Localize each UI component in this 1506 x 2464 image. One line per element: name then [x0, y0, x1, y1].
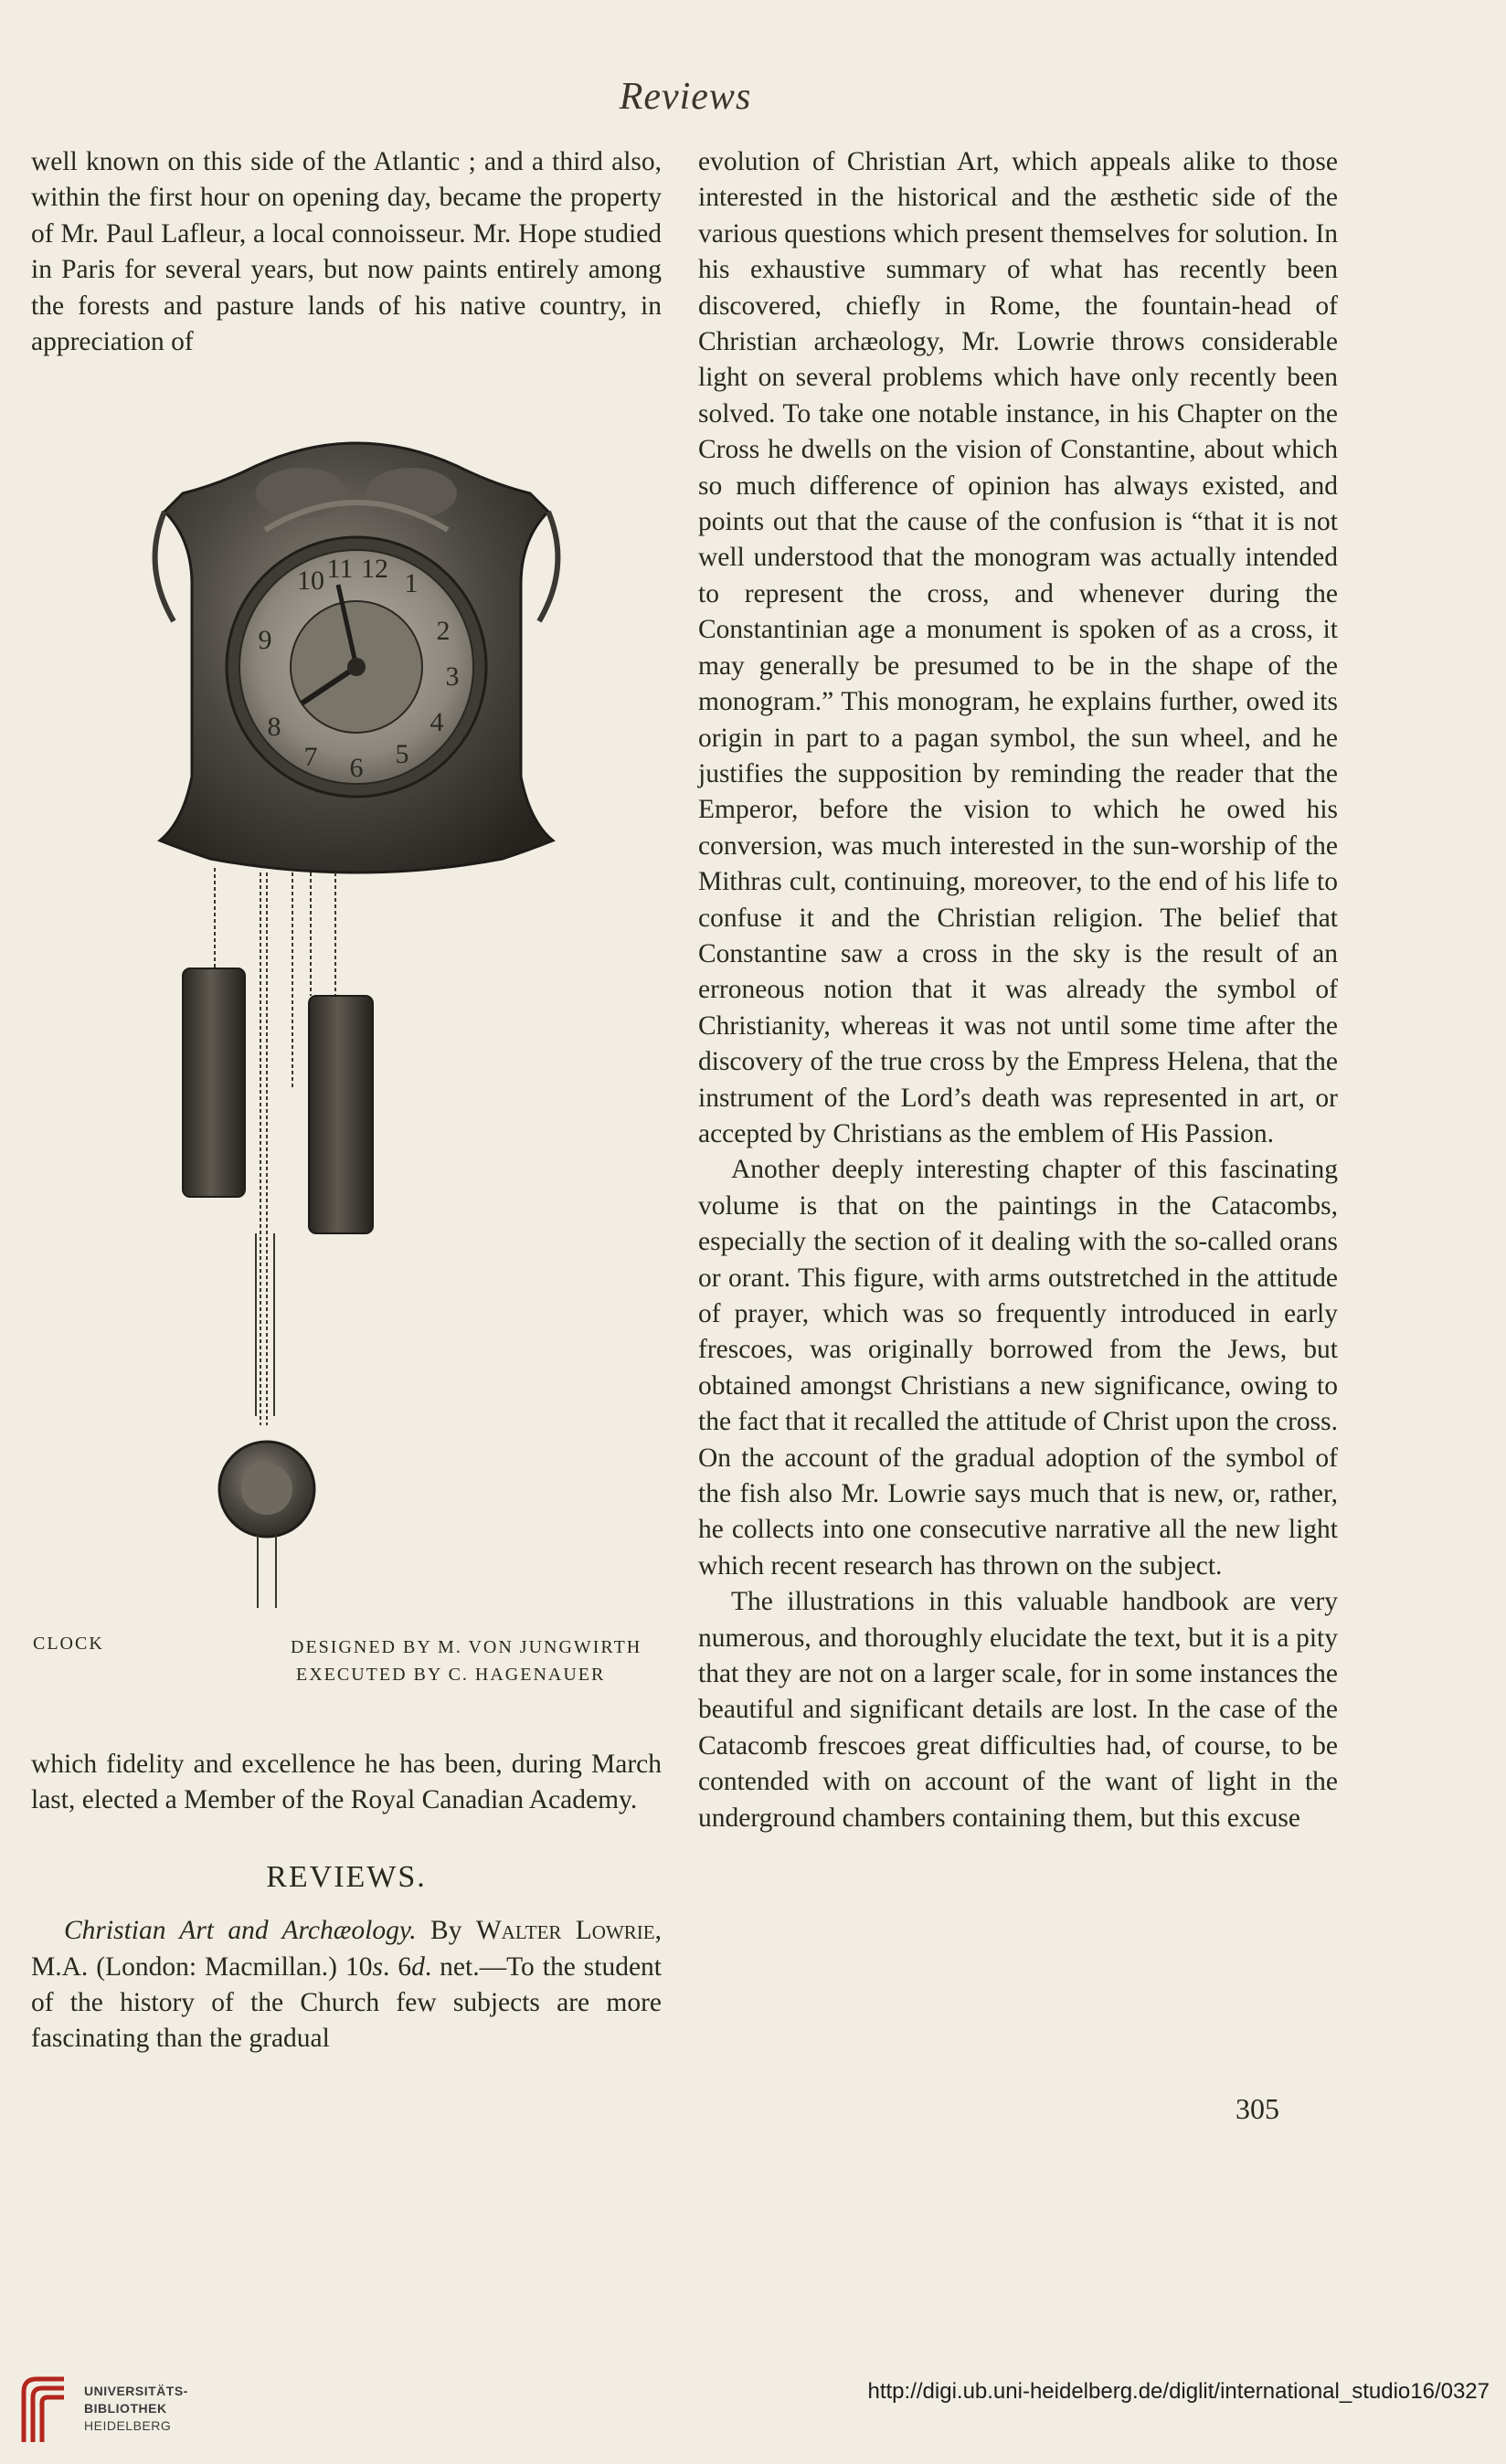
left-paragraph-1: well known on this side of the Atlantic ; and a third also, within the first hour on opening day, became the property of Mr. Paul Lafleur, a local connoisseur. Mr. Hope studied in Paris for several years, but now paints entirely among the forests and pasture lands of his native country, in appreciation of: [31, 147, 662, 357]
review-body: . net.—To the student of the history of the Church few subjects are more fascinating than the gradual: [31, 1951, 662, 2054]
price-pence-unit: d: [411, 1951, 425, 1982]
left-column-bottom: [31, 1747, 662, 2057]
library-name-line3: HEIDELBERG: [84, 2418, 172, 2433]
dial-numeral: 2: [436, 616, 451, 646]
right-paragraph-2: Another deeply interesting chapter of this fascinating volume is that on the paintings in the Catacombs, especially the section of it dealing with the so-called orans or orant. This figure, with arms outstretched in the attitude of prayer, which was so frequently introduced in early frescoes, was originally borrowed from the Jews, but obtained amongst Christians a new significance, owing to the fact that it recalled the attitude of Christ upon the cross. On the account of the gradual adoption of the symbol of the fish also Mr. Lowrie says much that is new, or, rather, he collects into one consecutive narrative all the new light which recent research has thrown on the subject.: [698, 1155, 1338, 1581]
dial-numeral: 1: [404, 568, 419, 598]
dial-numeral: 3: [445, 661, 460, 692]
right-paragraph-1: evolution of Christian Art, which appeals alike to those interested in the historical and the æsthetic side of the various questions which present themselves for solution. In his exhaustive summary of what has recently been discovered, chiefly in Rome, the fountain-head of Christian archæology, Mr. Lowrie throws considerable light on several problems which have only recently been solved. To take one notable instance, in his Chapter on the Cross he dwells on the vision of Constantine, about which so much difference of opinion has always existed, and points out that the cause of the confusion is “that it is not well understood that the monogram was actually intended to represent the cross, and whenever during the Constantinian age a monument is spoken of as a cross, it may generally be presumed to be in the shape of the monogram.” This monogram, he explains further, owed its origin in part to a pagan symbol, the sun wheel, and he justifies the supposition by reminding the reader that the Emperor, before the vision to which he owed his conversion, was much interested in the sun-worship of the Mithras cult, continuing, moreover, to the end of his life to confuse it and the Christian religion. The belief that Constantine saw a cross in the sky is the result of an erroneous notion that it was already the symbol of Christianity, whereas it was not until some time after the discovery of the true cross by the Empress Helena, that the instrument of the Lord’s death was represented in art, or accepted by Christians as the emblem of His Passion.: [698, 147, 1338, 1148]
left-paragraph-2: which fidelity and excellence he has been, during March last, elected a Member of the Royal Canadian Academy.: [31, 1750, 662, 1815]
library-name-line1: UNIVERSITÄTS-: [84, 2384, 188, 2398]
clock-illustration: [146, 429, 567, 1617]
library-name: [84, 2383, 188, 2435]
page-number: 305: [1236, 2092, 1279, 2125]
price-shillings-unit: s: [372, 1951, 383, 1982]
book-title: Christian Art and Archæology.: [64, 1916, 417, 1946]
review-details: , M.A. (London: Macmillan.) 10: [31, 1916, 662, 1982]
caption-executor: EXECUTED BY C. HAGENAUER: [296, 1665, 606, 1685]
library-name-line2: BIBLIOTHEK: [84, 2401, 167, 2416]
caption-designer: DESIGNED BY M. VON JUNGWIRTH: [291, 1637, 642, 1657]
review-by: By: [416, 1916, 476, 1946]
source-url[interactable]: http://digi.ub.uni-heidelberg.de/diglit/international_studio16/0327: [867, 2379, 1490, 2404]
left-column-top: [31, 144, 662, 360]
review-author: Walter Lowrie: [475, 1916, 655, 1946]
price-mid: . 6: [382, 1951, 412, 1982]
running-head: Reviews: [619, 76, 752, 118]
dial-numeral: 11: [326, 554, 354, 584]
right-column: [698, 144, 1338, 1836]
section-heading: REVIEWS.: [266, 1859, 427, 1894]
review-paragraph: [31, 1913, 662, 2057]
library-logo-icon: [16, 2374, 71, 2447]
dial-numeral: 5: [395, 739, 409, 769]
figure-caption-credits: [291, 1634, 674, 1688]
dial-numeral: 10: [297, 566, 324, 596]
dial-numeral: 12: [361, 554, 388, 584]
dial-numeral: 6: [349, 753, 364, 783]
dial-numeral: 7: [303, 742, 318, 772]
dial-numeral: 4: [430, 707, 444, 737]
figure-caption-label: CLOCK: [33, 1634, 104, 1654]
right-paragraph-3: The illustrations in this valuable handbook are very numerous, and thoroughly elucidate the text, but it is a pity that they are not on a larger scale, for in some instances the beautiful and significant details are lost. In the case of the Catacomb frescoes great difficulties had, of course, to be contended with on account of the want of light in the underground chambers containing them, but this excuse: [698, 1587, 1338, 1833]
dial-numeral: 8: [267, 712, 281, 742]
dial-numeral: 9: [258, 625, 272, 655]
digitization-footer: [0, 2357, 1506, 2464]
